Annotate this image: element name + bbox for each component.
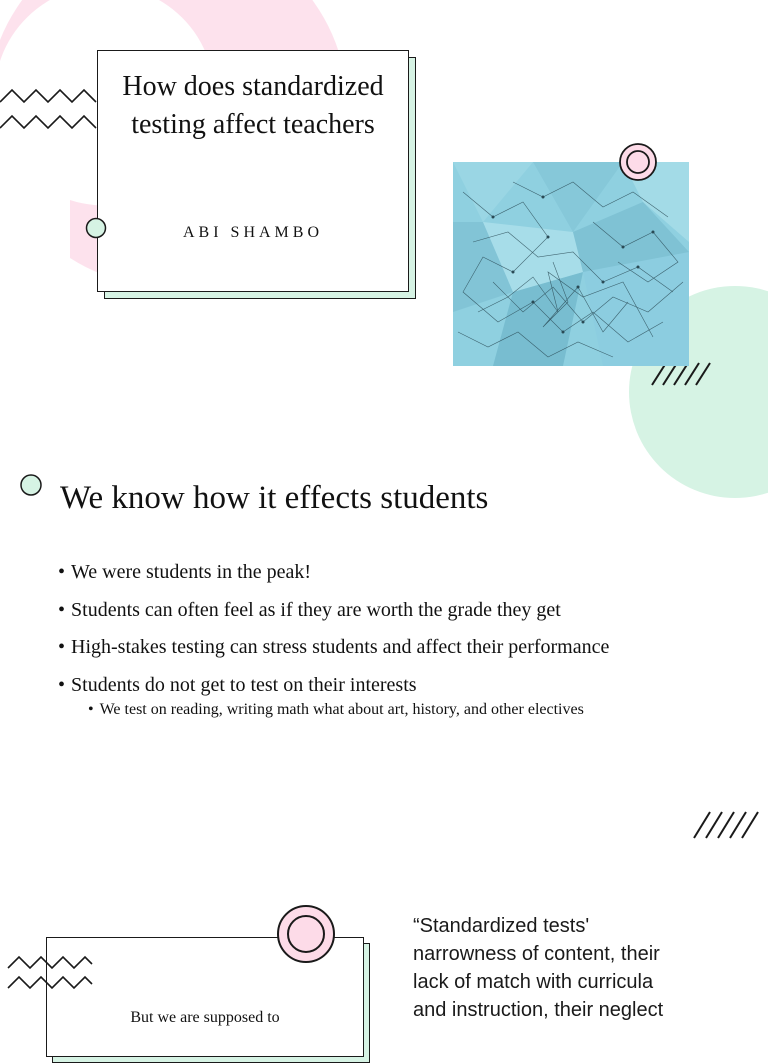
quote-text: [413, 912, 713, 1024]
quote-line: “Standardized tests': [413, 915, 590, 937]
bullet-list: [58, 554, 609, 704]
quote-line: narrowness of content, their: [413, 943, 660, 965]
slide-title: [97, 68, 409, 144]
slide-heading: We know how it effects students: [60, 480, 489, 516]
zigzag-line-2: [0, 116, 96, 128]
slide-title-line-1: How does standardized: [122, 71, 384, 102]
network-mesh-graphic: [453, 162, 689, 366]
bullet-item: • We were students in the peak!: [58, 554, 609, 592]
slide-title-line-2: testing affect teachers: [131, 109, 375, 140]
author-name: ABI SHAMBO: [182, 224, 323, 241]
hatch-lines-2: [694, 812, 758, 838]
quote-card: [46, 937, 364, 1057]
network-mesh-image: [453, 162, 689, 366]
quote-line: lack of match with curricula: [413, 971, 654, 993]
quote-line: and instruction, their neglect: [413, 999, 664, 1021]
sub-bullet-item: • We test on reading, writing math what about art, history, and other electives: [88, 701, 584, 719]
bullet-item: • High-stakes testing can stress students and affect their performance: [58, 629, 609, 667]
bullet-item: • Students can often feel as if they are worth the grade they get: [58, 592, 609, 630]
bullet-item: • Students do not get to test on their interests: [58, 667, 609, 705]
quote-card-text: But we are supposed to: [130, 1009, 280, 1026]
zigzag-line-1: [0, 90, 96, 102]
